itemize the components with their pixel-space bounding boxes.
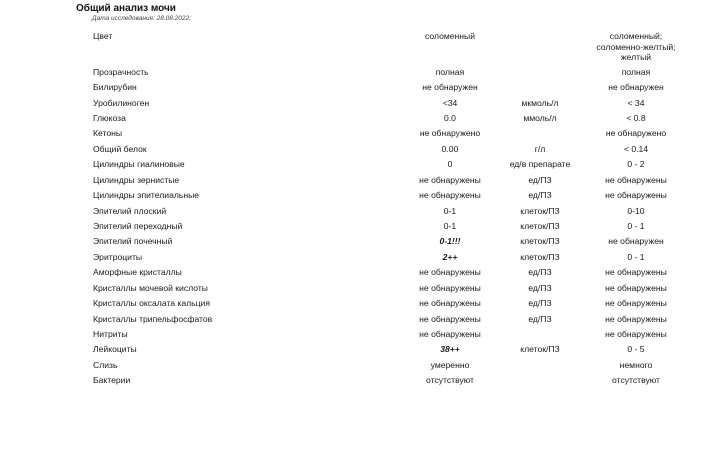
test-value: не обнаружены [419,283,481,293]
test-name: Общий белок [93,144,147,154]
reference-range: не обнаружены [605,329,667,339]
test-name: Кристаллы трипельфосфатов [93,314,213,324]
test-name: Эпителий почечный [93,236,173,246]
table-row [0,283,720,297]
test-value: соломенный [424,31,476,41]
reference-range: 0-10 [627,206,645,216]
test-name: Цилиндры эпителиальные [93,190,200,200]
test-name: Билирубин [93,82,137,92]
test-unit: ммоль/л [523,113,557,123]
reference-range: не обнаружены [605,267,667,277]
test-value: не обнаружено [419,128,481,138]
table-row [0,267,720,281]
test-name: Эритроциты [93,252,143,262]
test-name: Лейкоциты [93,344,137,354]
test-value: 0.00 [441,144,459,154]
reference-range: соломенный; соломенно-желтый; желтый [596,31,676,62]
test-value: не обнаружены [419,175,481,185]
reference-range: немного [619,360,653,370]
test-value: не обнаружены [419,314,481,324]
reference-range: не обнаружены [605,298,667,308]
test-value: 0-1 [443,206,457,216]
test-unit: клеток/ПЗ [520,236,560,246]
research-date: Дата исследования: 28.08.2022; [92,15,191,22]
table-row [0,31,720,62]
reference-range: не обнаружен [608,236,664,246]
reference-range: 0 - 5 [627,344,645,354]
table-row [0,252,720,266]
test-name: Эпителий плоский [93,206,167,216]
test-name: Слизь [93,360,118,370]
test-value: 38++ [440,344,460,354]
table-row [0,344,720,358]
reference-range: 0 - 2 [627,159,645,169]
table-row [0,159,720,173]
test-value: 0 [447,159,453,169]
reference-range: не обнаружены [605,314,667,324]
reference-range: не обнаружены [605,190,667,200]
test-name: Уробилиноген [93,98,150,108]
test-unit: ед/ПЗ [528,175,552,185]
reference-range: 0 - 1 [627,252,645,262]
table-row [0,113,720,127]
table-row [0,175,720,189]
table-row [0,128,720,142]
test-name: Кетоны [93,128,123,138]
test-value: полная [435,67,465,77]
table-row [0,236,720,250]
table-row [0,298,720,312]
reference-range: 0 - 1 [627,221,645,231]
test-value: не обнаружены [419,267,481,277]
reference-range: не обнаружено [605,128,667,138]
test-value: 0.0 [444,113,456,123]
test-name: Кристаллы оксалата кальция [93,298,211,308]
table-row [0,98,720,112]
table-row [0,375,720,389]
test-unit: клеток/ПЗ [520,206,560,216]
reference-range: < 34 [627,98,645,108]
table-row [0,221,720,235]
test-unit: ед/ПЗ [528,190,552,200]
test-unit: мкмоль/л [521,98,559,108]
test-unit: клеток/ПЗ [520,252,560,262]
document-title: Общий анализ мочи [76,3,176,14]
test-name: Нитриты [93,329,128,339]
test-unit: г/л [534,144,546,154]
test-unit: ед/ПЗ [528,267,552,277]
test-unit: ед/ПЗ [528,283,552,293]
reference-range: < 0.14 [623,144,649,154]
test-unit: ед/ПЗ [528,298,552,308]
reference-range: не обнаружен [608,82,664,92]
test-name: Кристаллы мочевой кислоты [93,283,208,293]
test-unit: клеток/ПЗ [520,344,560,354]
test-name: Цвет [93,31,113,41]
reference-range: полная [621,67,651,77]
test-value: <34 [442,98,458,108]
test-value: не обнаружены [419,190,481,200]
test-name: Прозрачность [93,67,149,77]
table-row [0,206,720,220]
table-row [0,360,720,374]
test-name: Бактерии [93,375,131,385]
test-unit: ед/в препарате [509,159,571,169]
test-unit: ед/ПЗ [528,314,552,324]
table-row [0,314,720,328]
test-value: не обнаружен [422,82,478,92]
test-value: 0-1 [443,221,457,231]
reference-range: не обнаружены [605,175,667,185]
table-row [0,67,720,81]
reference-range: < 0.8 [626,113,646,123]
table-row [0,82,720,96]
test-name: Цилиндры гиалиновые [93,159,185,169]
test-unit: клеток/ПЗ [520,221,560,231]
test-value: умеренно [430,360,470,370]
test-value: отсутствуют [426,375,474,385]
test-value: 0-1!!! [439,236,461,246]
test-value: не обнаружены [419,329,481,339]
reference-range: отсутствуют [612,375,660,385]
test-value: не обнаружены [419,298,481,308]
table-row [0,190,720,204]
test-name: Аморфные кристаллы [93,267,182,277]
test-name: Глюкоза [93,113,126,123]
reference-range: не обнаружены [605,283,667,293]
table-row [0,329,720,343]
test-name: Эпителий переходный [93,221,183,231]
table-row [0,144,720,158]
test-value: 2++ [442,252,458,262]
test-name: Цилиндры зернистые [93,175,180,185]
